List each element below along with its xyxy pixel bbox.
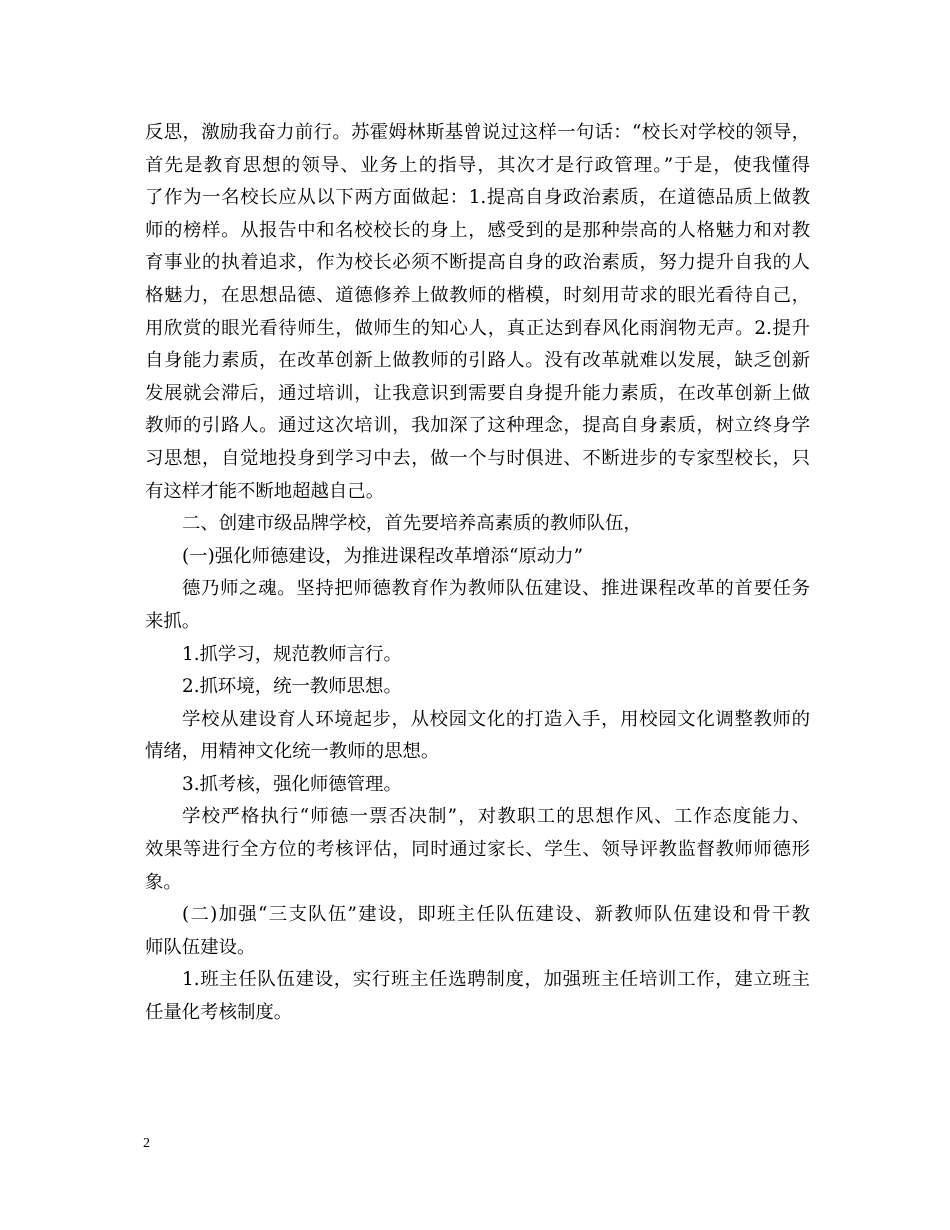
list-item: 2.抓环境，统一教师思想。 [182, 676, 402, 698]
page-number: 2 [143, 1136, 150, 1151]
text-line: 任量化考核制度。 [145, 1002, 293, 1024]
text-line: 来抓。 [145, 610, 201, 632]
text-line: 了作为一名校长应从以下两方面做起：1.提高自身政治素质，在道德品质上做教 [145, 187, 810, 209]
subsection-heading: (一)强化师德建设，为推进课程改革增添“原动力” [182, 545, 583, 567]
text-line: 有这样才能不断地超越自己。 [145, 480, 385, 502]
text-line: 用欣赏的眼光看待师生，做师生的知心人，真正达到春风化雨润物无声。2.提升 [145, 317, 810, 339]
text-line: 首先是教育思想的领导、业务上的指导，其次才是行政管理。”于是，使我懂得 [145, 154, 810, 176]
subsection-heading: (二)加强“三支队伍”建设，即班主任队伍建设、新教师队伍建设和骨干教 [182, 904, 810, 926]
list-item: 3.抓考核，强化师德管理。 [182, 773, 402, 795]
text-line: 反思，激励我奋力前行。苏霍姆林斯基曾说过这样一句话：“校长对学校的领导， [145, 122, 810, 143]
text-line: 象。 [145, 871, 182, 893]
text-line: 德乃师之魂。坚持把师德教育作为教师队伍建设、推进课程改革的首要任务 [182, 578, 810, 600]
section-heading: 二、创建市级品牌学校，首先要培养高素质的教师队伍， [182, 513, 642, 535]
text-line: 习思想，自觉地投身到学习中去，做一个与时俱进、不断进步的专家型校长，只 [145, 447, 810, 469]
list-item: 1.班主任队伍建设，实行班主任选聘制度，加强班主任培训工作，建立班主 [182, 969, 810, 991]
text-line: 格魅力，在思想品德、道德修养上做教师的楷模，时刻用苛求的眼光看待自己， [145, 284, 810, 306]
text-line: 师队伍建设。 [145, 936, 256, 958]
text-line: 育事业的执着追求，作为校长必须不断提高自身的政治素质，努力提升自我的人 [145, 252, 810, 274]
text-line: 发展就会滞后，通过培训，让我意识到需要自身提升能力素质，在改革创新上做 [145, 382, 810, 404]
body-text [145, 117, 810, 1030]
text-line: 学校严格执行“师德一票否决制”，对教职工的思想作风、工作态度能力、 [182, 806, 810, 828]
text-line: 情绪，用精神文化统一教师的思想。 [145, 741, 440, 763]
text-line: 效果等进行全方位的考核评估，同时通过家长、学生、领导评教监督教师师德形 [145, 839, 810, 861]
text-line: 教师的引路人。通过这次培训，我加深了这种理念，提高自身素质，树立终身学 [145, 415, 810, 437]
text-line: 学校从建设育人环境起步，从校园文化的打造入手，用校园文化调整教师的 [182, 708, 810, 730]
text-line: 自身能力素质，在改革创新上做教师的引路人。没有改革就难以发展，缺乏创新 [145, 350, 810, 372]
text-line: 师的榜样。从报告中和名校校长的身上，感受到的是那种崇高的人格魅力和对教 [145, 219, 810, 241]
list-item: 1.抓学习，规范教师言行。 [182, 643, 402, 665]
